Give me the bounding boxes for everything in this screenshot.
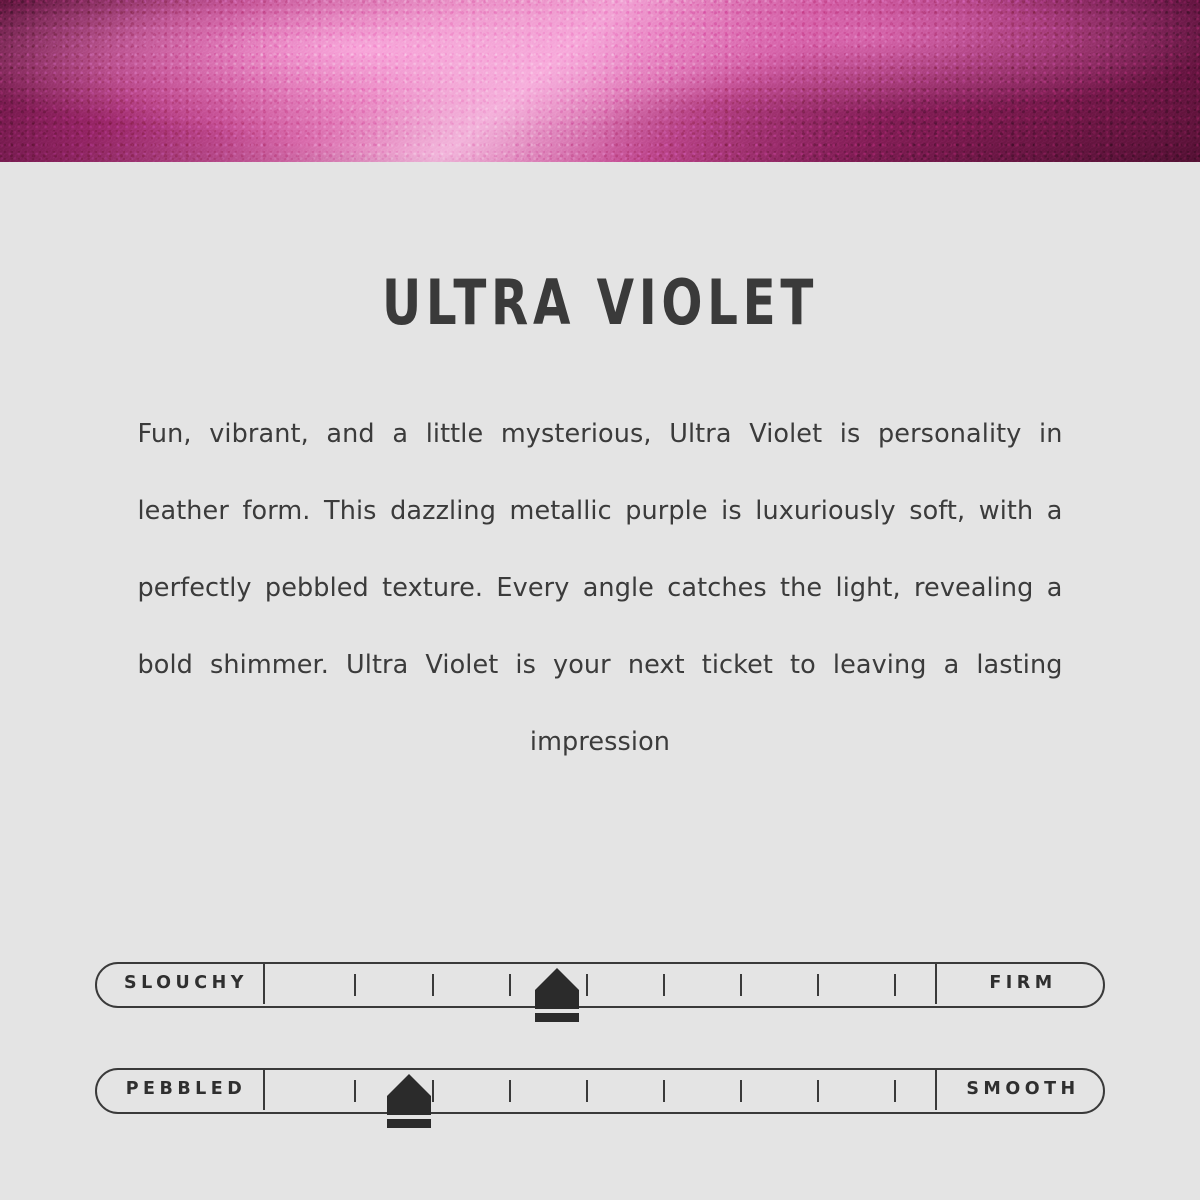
slider-handle-point — [387, 1074, 431, 1096]
slider-tick — [432, 1080, 434, 1102]
slider-tick — [740, 974, 742, 996]
slider-handle-point — [535, 968, 579, 990]
slider-handle-body — [535, 990, 579, 1009]
slider-handle-foot — [535, 1013, 579, 1022]
slider-tick — [663, 1080, 665, 1102]
slider-tick — [817, 974, 819, 996]
slider-handle-foot — [387, 1119, 431, 1128]
attribute-scales — [0, 962, 1200, 1174]
slider-tick — [586, 974, 588, 996]
slider-tick — [354, 974, 356, 996]
slider-tick — [586, 1080, 588, 1102]
slider-tick — [817, 1080, 819, 1102]
slider-structure[interactable] — [95, 962, 1105, 1008]
leather-swatch-hero-image — [0, 0, 1200, 162]
slider-tick — [509, 1080, 511, 1102]
slider-left-label: SLOUCHY — [97, 962, 265, 1004]
slider-tick — [509, 974, 511, 996]
page-title: ULTRA VIOLET — [381, 266, 819, 339]
product-description: Fun, vibrant, and a little mysterious, Ultra Violet is personality in leather form. This dazzling metallic purple is luxuriously soft, with a perfectly pebbled texture. Every angle catches the light, revealing a bold shimmer. Ultra Violet is your next ticket to leaving a lasting impression — [137, 419, 1063, 757]
slider-handle[interactable] — [387, 1074, 431, 1128]
slider-tick — [663, 974, 665, 996]
slider-right-label: FIRM — [935, 962, 1103, 1004]
slider-handle-body — [387, 1096, 431, 1115]
slider-handle[interactable] — [535, 968, 579, 1022]
slider-tick — [894, 974, 896, 996]
slider-left-label: PEBBLED — [97, 1068, 265, 1110]
slider-tick — [432, 974, 434, 996]
slider-right-label: SMOOTH — [935, 1068, 1103, 1110]
slider-ticks — [265, 964, 935, 1006]
slider-tick — [740, 1080, 742, 1102]
card-content — [0, 162, 1200, 1200]
slider-ticks — [265, 1070, 935, 1112]
slider-tick — [354, 1080, 356, 1102]
slider-tick — [894, 1080, 896, 1102]
vignette-overlay — [0, 0, 1200, 162]
slider-texture[interactable] — [95, 1068, 1105, 1114]
